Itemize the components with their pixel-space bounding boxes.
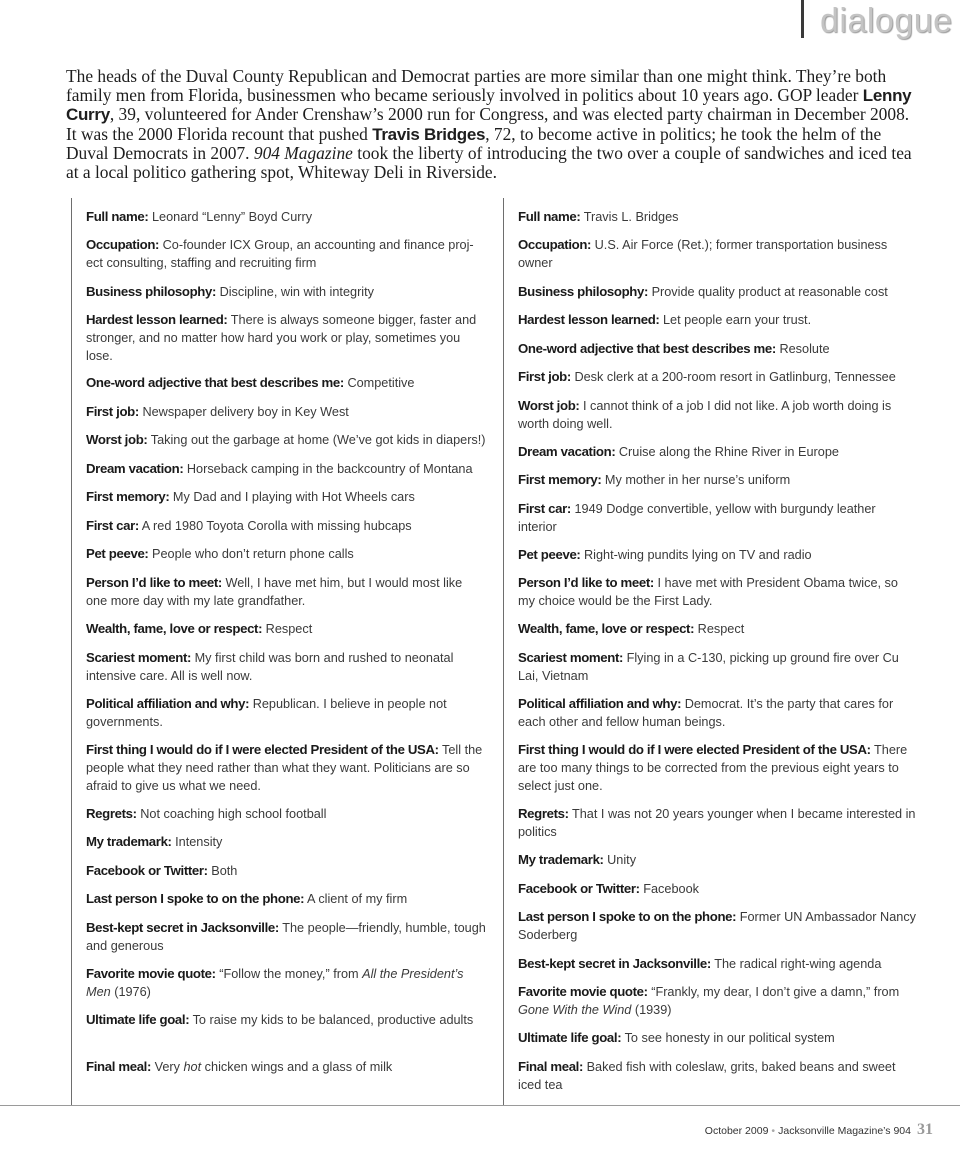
qa-label: Final meal: <box>518 1059 584 1074</box>
qa-answer-suffix: (1939) <box>631 1003 672 1017</box>
qa-item <box>518 208 916 226</box>
qa-item <box>518 620 916 638</box>
qa-answer: Unity <box>607 853 637 867</box>
qa-answer: That I was not 20 years younger when I became interested in politics <box>518 807 916 839</box>
qa-answer: To raise my kids to be balanced, productive adults <box>192 1013 474 1027</box>
qa-answer: Former UN Ambassador Nancy Soderberg <box>518 910 917 942</box>
qa-answer: “Follow the money,” from <box>219 967 363 981</box>
qa-item <box>86 833 486 851</box>
qa-answer: Taking out the garbage at home (We’ve got kids in diapers!) <box>150 433 486 447</box>
qa-answer: Both <box>211 864 238 878</box>
qa-answer: Provide quality product at reasonable cost <box>651 285 888 299</box>
qa-answer-italic: All the President’s Men <box>86 967 464 999</box>
qa-label: Business philosophy: <box>86 284 217 299</box>
qa-item <box>86 649 486 685</box>
questionnaire-columns <box>0 198 960 1104</box>
qa-answer: 1949 Dodge convertible, yellow with burgundy leather interior <box>518 502 876 534</box>
qa-answer: I have met with President Obama twice, so my choice would be the First Lady. <box>518 576 898 608</box>
intro-magazine-name: 904 Magazine <box>253 142 353 163</box>
qa-answer: Resolute <box>779 342 830 356</box>
qa-item <box>86 741 486 795</box>
qa-answer: U.S. Air Force (Ret.); former transportation business owner <box>518 238 888 270</box>
qa-label: One-word adjective that best describes me: <box>518 341 776 356</box>
qa-answer: The radical right-wing agenda <box>714 957 882 971</box>
qa-label: First car: <box>86 518 139 533</box>
qa-answer: “Frankly, my dear, I don’t give a damn,” from <box>651 985 900 999</box>
qa-item <box>518 443 916 461</box>
qa-label: Dream vacation: <box>86 461 184 476</box>
qa-item <box>86 403 486 421</box>
qa-item <box>518 368 916 386</box>
intro-name-curry: Lenny Curry <box>66 86 912 125</box>
qa-answer: Facebook <box>643 882 699 896</box>
qa-item <box>86 374 486 392</box>
qa-label: Regrets: <box>518 806 569 821</box>
qa-label: Hardest lesson learned: <box>86 312 228 327</box>
qa-item <box>86 1011 486 1029</box>
qa-answer: My first child was born and rushed to neonatal intensive care. All is well now. <box>86 651 454 683</box>
qa-item <box>86 460 486 478</box>
qa-label: First thing I would do if I were elected President of the USA: <box>86 742 439 757</box>
qa-label: First car: <box>518 501 571 516</box>
qa-item <box>518 283 916 301</box>
footer-issue-date: October 2009 <box>704 1125 769 1137</box>
qa-label: Last person I spoke to on the phone: <box>518 909 737 924</box>
qa-label: Wealth, fame, love or respect: <box>86 621 263 636</box>
qa-label: Full name: <box>518 209 581 224</box>
qa-label: First job: <box>518 369 571 384</box>
qa-item <box>518 851 916 869</box>
qa-answer: I cannot think of a job I did not like. A job worth doing is worth doing well. <box>518 399 892 431</box>
intro-text: , 39, volunteered for Ander Crenshaw’s 2000 run for Congress, and was elected party chairman in December 2008. It was the 2000 Florida recount that pushed <box>66 104 910 144</box>
qa-answer: Baked fish with coleslaw, grits, baked beans and sweet iced tea <box>518 1060 896 1092</box>
qa-answer-suffix: (1976) <box>110 985 151 999</box>
qa-answer: My Dad and I playing with Hot Wheels cars <box>172 490 415 504</box>
qa-label: First thing I would do if I were elected President of the USA: <box>518 742 871 757</box>
qa-answer: Right-wing pundits lying on TV and radio <box>584 548 812 562</box>
qa-item <box>518 471 916 489</box>
qa-item <box>518 340 916 358</box>
qa-label: Scariest moment: <box>86 650 192 665</box>
qa-label: Occupation: <box>518 237 592 252</box>
qa-answer: To see honesty in our political system <box>624 1031 835 1045</box>
qa-label: Political affiliation and why: <box>518 696 682 711</box>
page-footer <box>705 1121 933 1139</box>
qa-item <box>518 649 916 685</box>
qa-answer-italic: hot <box>183 1060 202 1074</box>
qa-answer: The people—friendly, humble, tough and generous <box>86 921 486 953</box>
qa-answer: Co-founder ICX Group, an accounting and finance proj-ect consulting, staffing and recruiting firm <box>86 238 474 270</box>
qa-item <box>518 741 916 795</box>
qa-answer: People who don’t return phone calls <box>152 547 354 561</box>
qa-answer: Tell the people what they need rather than what they want. Politicians are so afraid to give us what we need. <box>86 743 483 793</box>
intro-text: took the liberty of introducing the two over a couple of sandwiches and iced tea at a local politico gathering spot, Whiteway Deli in Riverside. <box>66 142 912 183</box>
qa-answer-italic: Gone With the Wind <box>518 1003 632 1017</box>
page-number: 31 <box>917 1121 933 1138</box>
qa-label: Full name: <box>86 209 149 224</box>
qa-answer: Desk clerk at a 200-room resort in Gatlinburg, Tennessee <box>574 370 896 384</box>
qa-label: Person I’d like to meet: <box>518 575 654 590</box>
qa-answer: Well, I have met him, but I would most like one more day with my late grandfather. <box>86 576 463 608</box>
qa-label: Occupation: <box>86 237 160 252</box>
qa-label: Dream vacation: <box>518 444 616 459</box>
qa-label: My trademark: <box>86 834 172 849</box>
section-title: dialogue <box>820 2 953 40</box>
qa-item <box>86 311 486 365</box>
qa-answer: Competitive <box>347 376 415 390</box>
qa-item <box>86 431 486 449</box>
qa-answer: Newspaper delivery boy in Key West <box>142 405 349 419</box>
qa-label: Final meal: <box>86 1059 152 1074</box>
qa-label: Worst job: <box>518 398 580 413</box>
qa-item <box>86 965 486 1001</box>
qa-item <box>86 283 486 301</box>
qa-label: Hardest lesson learned: <box>518 312 660 327</box>
qa-answer: Horseback camping in the backcountry of Montana <box>186 462 473 476</box>
qa-label: Last person I spoke to on the phone: <box>86 891 305 906</box>
qa-answer: A red 1980 Toyota Corolla with missing hubcaps <box>141 519 412 533</box>
qa-label: Facebook or Twitter: <box>86 863 208 878</box>
qa-label: Facebook or Twitter: <box>518 881 640 896</box>
bottom-rule <box>0 1105 960 1106</box>
qa-label: Favorite movie quote: <box>518 984 648 999</box>
qa-answer: Not coaching high school football <box>140 807 327 821</box>
qa-answer: Leonard “Lenny” Boyd Curry <box>151 210 313 224</box>
intro-text: , 72, to become active in politics; he took the helm of the Duval Democrats in 2007. <box>66 123 882 163</box>
qa-item <box>518 546 916 564</box>
qa-label: Business philosophy: <box>518 284 649 299</box>
qa-label: Worst job: <box>86 432 148 447</box>
qa-item <box>86 890 486 908</box>
qa-label: My trademark: <box>518 852 604 867</box>
qa-item <box>518 574 916 610</box>
qa-item <box>518 1058 916 1094</box>
qa-label: Pet peeve: <box>86 546 149 561</box>
qa-answer: Let people earn your trust. <box>663 313 812 327</box>
qa-item <box>518 908 916 944</box>
qa-label: Political affiliation and why: <box>86 696 250 711</box>
qa-answer: Very <box>154 1060 184 1074</box>
qa-answer: Respect <box>697 622 745 636</box>
qa-item <box>86 620 486 638</box>
qa-item <box>86 695 486 731</box>
qa-label: Ultimate life goal: <box>86 1012 190 1027</box>
qa-label: Wealth, fame, love or respect: <box>518 621 695 636</box>
qa-item <box>518 1029 916 1047</box>
intro-text: The heads of the Duval County Republican and Democrat parties are more similar than one might think. They’re both family men from Florida, businessmen who became seriously involved in politics about 10 years ago. GOP leader <box>66 66 887 106</box>
qa-answer: Respect <box>265 622 313 636</box>
qa-item <box>518 397 916 433</box>
qa-label: One-word adjective that best describes me: <box>86 375 344 390</box>
qa-item <box>86 208 486 226</box>
qa-label: Best-kept secret in Jacksonville: <box>518 956 711 971</box>
qa-item <box>86 488 486 506</box>
qa-label: First memory: <box>86 489 170 504</box>
qa-label: Ultimate life goal: <box>518 1030 622 1045</box>
qa-item <box>518 236 916 272</box>
qa-answer: Travis L. Bridges <box>583 210 679 224</box>
qa-label: First job: <box>86 404 139 419</box>
qa-answer-suffix: chicken wings and a glass of milk <box>201 1060 393 1074</box>
qa-label: Favorite movie quote: <box>86 966 216 981</box>
qa-item <box>86 545 486 563</box>
qa-answer: Democrat. It’s the party that cares for each other and fellow human beings. <box>518 697 894 729</box>
qa-answer: There are too many things to be corrected from the previous eight years to select just one. <box>518 743 908 793</box>
qa-item <box>518 983 916 1019</box>
footer-separator: • <box>771 1125 776 1137</box>
qa-item <box>86 1058 486 1076</box>
qa-answer: There is always someone bigger, faster and stronger, and no matter how hard you work or play, sometimes you lose. <box>86 313 477 363</box>
qa-answer: Flying in a C-130, picking up ground fire over Cu Lai, Vietnam <box>518 651 899 683</box>
qa-item <box>86 805 486 823</box>
footer-publication: Jacksonville Magazine’s 904 <box>778 1125 911 1137</box>
qa-item <box>518 955 916 973</box>
qa-item <box>86 574 486 610</box>
qa-label: Best-kept secret in Jacksonville: <box>86 920 279 935</box>
qa-item <box>518 311 916 329</box>
qa-label: First memory: <box>518 472 602 487</box>
qa-answer: A client of my firm <box>307 892 408 906</box>
qa-label: Regrets: <box>86 806 137 821</box>
qa-item <box>518 880 916 898</box>
qa-item <box>86 919 486 955</box>
intro-paragraph <box>66 67 916 182</box>
qa-label: Scariest moment: <box>518 650 624 665</box>
qa-item <box>518 695 916 731</box>
qa-label: Person I’d like to meet: <box>86 575 222 590</box>
qa-item <box>518 805 916 841</box>
qa-answer: Cruise along the Rhine River in Europe <box>618 445 839 459</box>
qa-label: Pet peeve: <box>518 547 581 562</box>
qa-item <box>86 862 486 880</box>
qa-item <box>86 517 486 535</box>
intro-name-bridges: Travis Bridges <box>372 124 486 144</box>
qa-answer: Discipline, win with integrity <box>219 285 374 299</box>
qa-item <box>86 236 486 272</box>
section-divider-bar <box>801 0 804 38</box>
qa-item <box>518 500 916 536</box>
qa-answer: My mother in her nurse’s uniform <box>604 473 791 487</box>
qa-answer: Republican. I believe in people not governments. <box>86 697 447 729</box>
qa-answer: Intensity <box>175 835 223 849</box>
